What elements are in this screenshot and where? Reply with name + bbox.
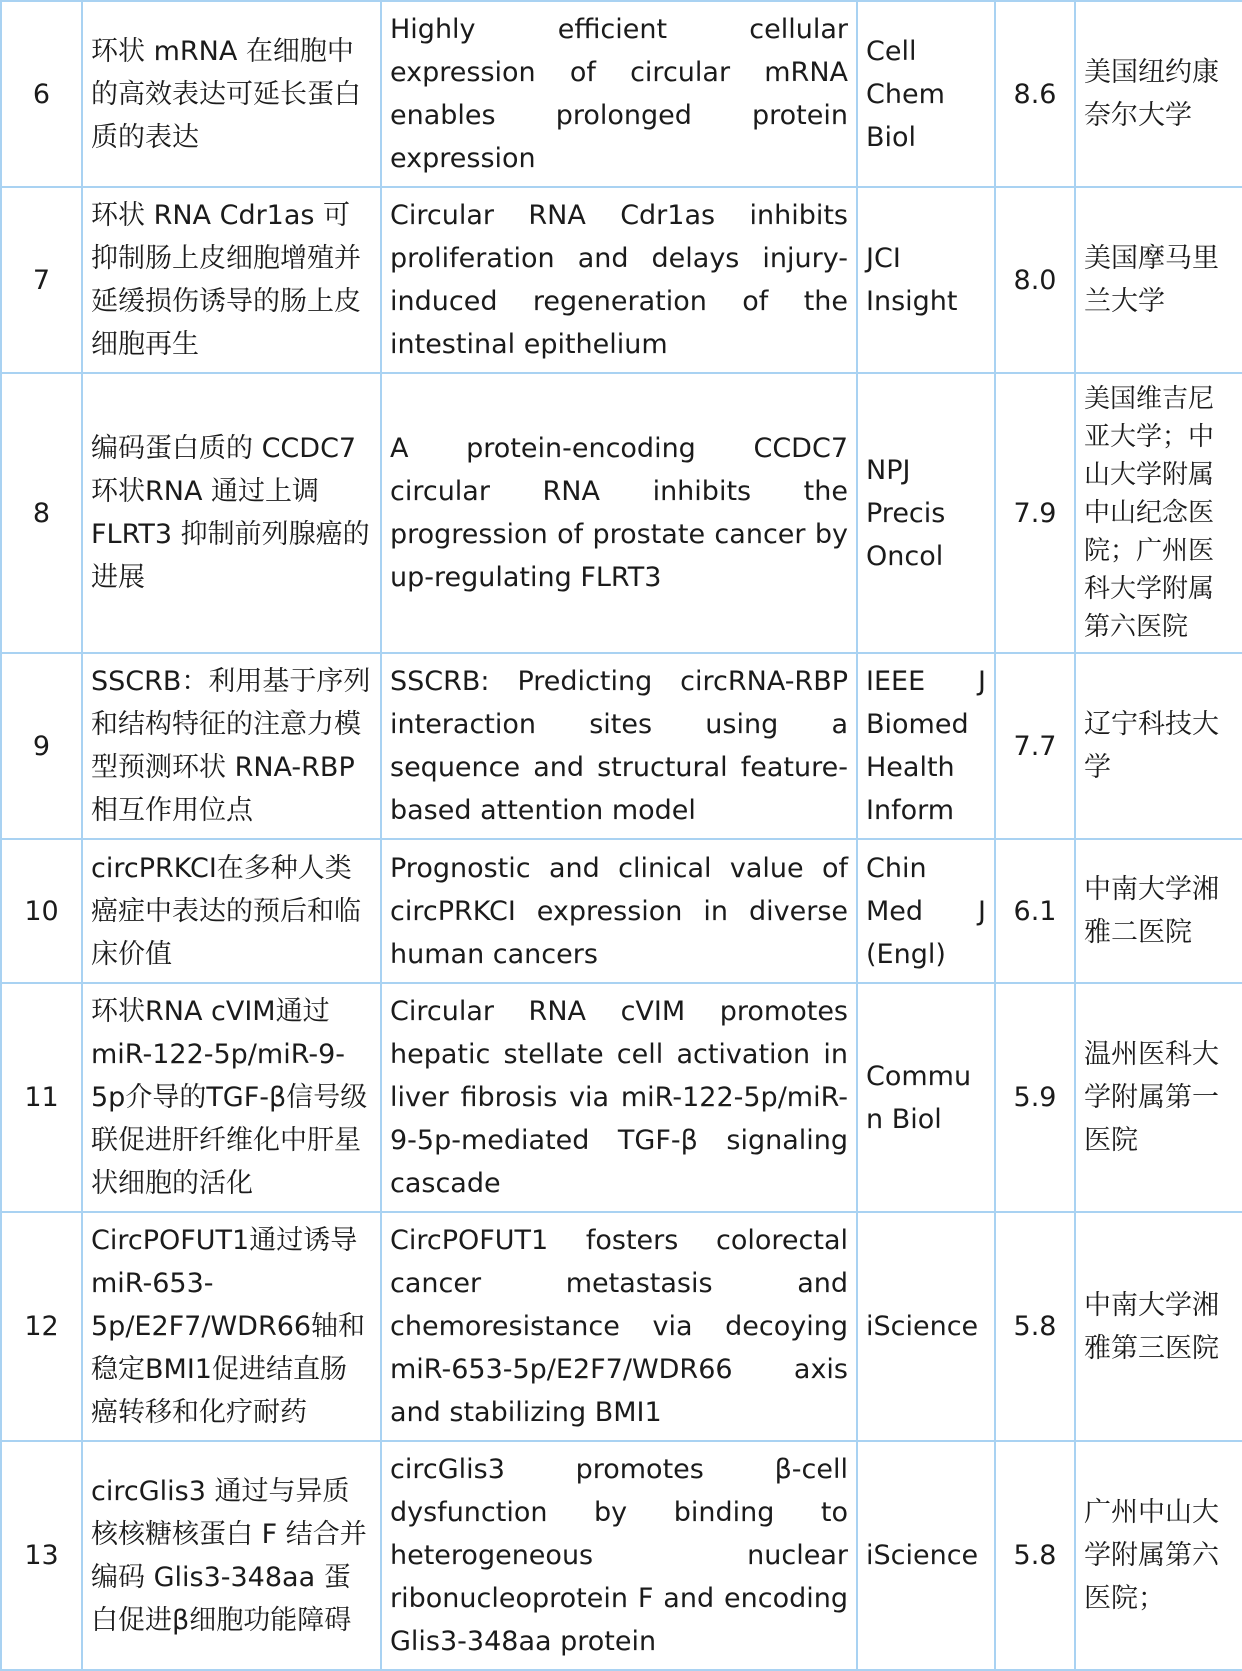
row-index: 6 <box>1 1 82 187</box>
journal-name: iScience <box>857 1441 995 1670</box>
journal-name: iScience <box>857 1212 995 1441</box>
title-english: Circular RNA Cdr1as inhibits proliferation and delays injury-induced regeneration of the intestinal epithelium <box>381 187 857 373</box>
title-english: CircPOFUT1 fosters colorectal cancer metastasis and chemoresistance via decoying miR-653-5p/E2F7/WDR66 axis and stabilizing BMI1 <box>381 1212 857 1441</box>
impact-factor: 5.8 <box>995 1441 1075 1670</box>
impact-factor: 8.6 <box>995 1 1075 187</box>
impact-factor: 8.0 <box>995 187 1075 373</box>
title-english: A protein-encoding CCDC7 circular RNA inhibits the progression of prostate cancer by up-regulating FLRT3 <box>381 373 857 653</box>
journal-name: Chin Med J (Engl) <box>857 839 995 983</box>
title-chinese: 环状 RNA Cdr1as 可抑制肠上皮细胞增殖并延缓损伤诱导的肠上皮细胞再生 <box>82 187 381 373</box>
row-index: 10 <box>1 839 82 983</box>
table-row <box>1 983 1242 1212</box>
row-index: 13 <box>1 1441 82 1670</box>
institution: 广州中山大学附属第六医院； <box>1075 1441 1242 1670</box>
impact-factor: 7.7 <box>995 653 1075 839</box>
table-row <box>1 1212 1242 1441</box>
institution: 辽宁科技大学 <box>1075 653 1242 839</box>
journal-name: Cell Chem Biol <box>857 1 995 187</box>
title-english: Highly efficient cellular expression of circular mRNA enables prolonged protein expression <box>381 1 857 187</box>
journal-name: JCI Insight <box>857 187 995 373</box>
institution: 美国维吉尼亚大学；中山大学附属中山纪念医院；广州医科大学附属第六医院 <box>1075 373 1242 653</box>
institution: 美国摩马里兰大学 <box>1075 187 1242 373</box>
title-chinese: 环状 mRNA 在细胞中的高效表达可延长蛋白质的表达 <box>82 1 381 187</box>
institution: 中南大学湘雅第三医院 <box>1075 1212 1242 1441</box>
title-chinese: 编码蛋白质的 CCDC7 环状RNA 通过上调 FLRT3 抑制前列腺癌的进展 <box>82 373 381 653</box>
title-chinese: CircPOFUT1通过诱导miR-653-5p/E2F7/WDR66轴和稳定BMI1促进结直肠癌转移和化疗耐药 <box>82 1212 381 1441</box>
title-chinese: circPRKCI在多种人类癌症中表达的预后和临床价值 <box>82 839 381 983</box>
institution: 中南大学湘雅二医院 <box>1075 839 1242 983</box>
table-row <box>1 1441 1242 1670</box>
title-english: Circular RNA cVIM promotes hepatic stellate cell activation in liver fibrosis via miR-122-5p/miR-9-5p-mediated TGF-β signaling cascade <box>381 983 857 1212</box>
row-index: 7 <box>1 187 82 373</box>
row-index: 8 <box>1 373 82 653</box>
impact-factor: 6.1 <box>995 839 1075 983</box>
table-row <box>1 653 1242 839</box>
title-english: Prognostic and clinical value of circPRKCI expression in diverse human cancers <box>381 839 857 983</box>
title-english: circGlis3 promotes β-cell dysfunction by binding to heterogeneous nuclear ribonucleoprotein F and encoding Glis3-348aa protein <box>381 1441 857 1670</box>
journal-name: IEEE J Biomed Health Inform <box>857 653 995 839</box>
title-english: SSCRB: Predicting circRNA-RBP interaction sites using a sequence and structural feature-based attention model <box>381 653 857 839</box>
row-index: 9 <box>1 653 82 839</box>
impact-factor: 5.8 <box>995 1212 1075 1441</box>
table-row <box>1 839 1242 983</box>
title-chinese: circGlis3 通过与异质核核糖核蛋白 F 结合并编码 Glis3-348aa 蛋白促进β细胞功能障碍 <box>82 1441 381 1670</box>
row-index: 11 <box>1 983 82 1212</box>
impact-factor: 7.9 <box>995 373 1075 653</box>
title-chinese: SSCRB：利用基于序列和结构特征的注意力模型预测环状 RNA-RBP 相互作用位点 <box>82 653 381 839</box>
impact-factor: 5.9 <box>995 983 1075 1212</box>
title-chinese: 环状RNA cVIM通过miR-122-5p/miR-9-5p介导的TGF-β信号级联促进肝纤维化中肝星状细胞的活化 <box>82 983 381 1212</box>
table-row <box>1 1 1242 187</box>
table-row <box>1 373 1242 653</box>
row-index: 12 <box>1 1212 82 1441</box>
table-row <box>1 187 1242 373</box>
institution: 美国纽约康奈尔大学 <box>1075 1 1242 187</box>
journal-name: NPJ Precis Oncol <box>857 373 995 653</box>
journal-name: Commun Biol <box>857 983 995 1212</box>
institution: 温州医科大学附属第一医院 <box>1075 983 1242 1212</box>
